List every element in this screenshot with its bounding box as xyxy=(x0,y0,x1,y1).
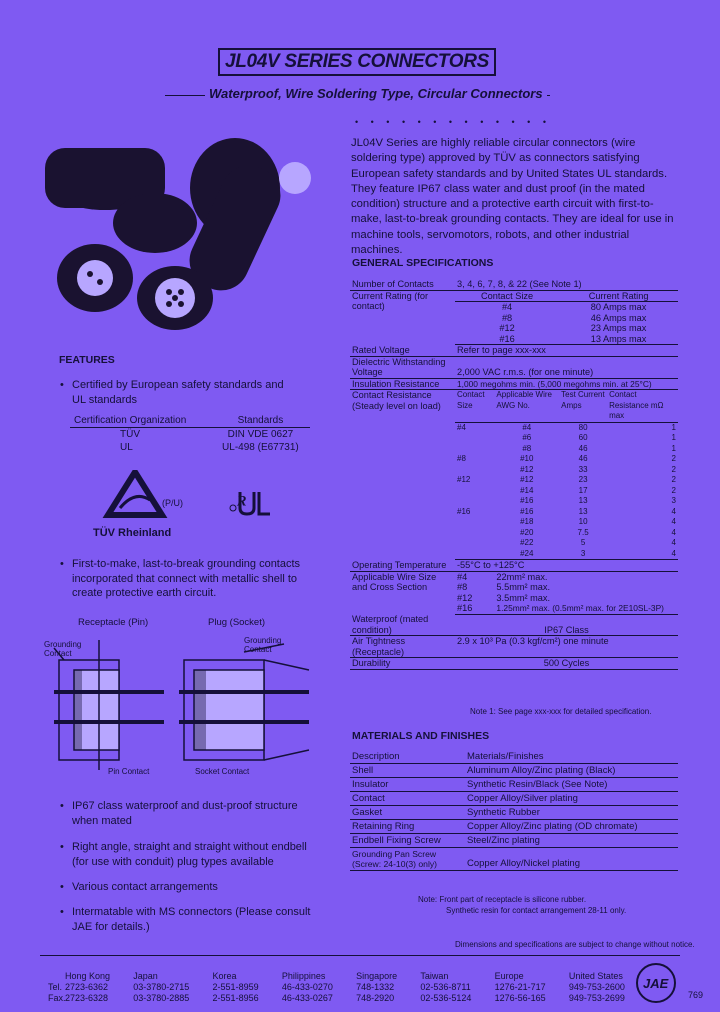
res-cell: 13 xyxy=(578,496,588,505)
footer-offices xyxy=(65,971,625,1004)
res-cell: 3 xyxy=(559,549,607,560)
feature-intermatable: • Intermatable with MS connectors (Please consult JAE for details.) xyxy=(72,905,312,934)
product-photo xyxy=(35,128,335,333)
mat-header: Description xyxy=(350,750,465,764)
res-cell: 4 xyxy=(671,506,676,516)
res-cell: 1 xyxy=(671,433,676,442)
res-cell: #22 xyxy=(520,538,534,547)
spec-label: Operating Temperature xyxy=(350,560,455,572)
footer-rule xyxy=(40,955,680,956)
wire-section: 22mm² max. xyxy=(496,571,548,582)
footer-tel-label: Tel. xyxy=(48,982,63,992)
res-header: Applicable Wire AWG No. xyxy=(494,390,559,423)
office-name: Europe xyxy=(494,971,524,981)
res-cell xyxy=(455,538,494,549)
office xyxy=(282,971,333,1004)
mat-finish: Synthetic Rubber xyxy=(465,806,678,820)
res-header: Test Current Amps xyxy=(559,390,607,423)
res-cell: 60 xyxy=(578,433,588,442)
office-name: Korea xyxy=(212,971,237,981)
office xyxy=(65,971,110,1004)
office-fax: 02-536-5124 xyxy=(420,993,472,1003)
ul-logo xyxy=(228,488,278,518)
page-subtitle: Waterproof, Wire Soldering Type, Circular Connectors xyxy=(205,86,547,101)
res-cell: 2 xyxy=(671,475,676,484)
diagram-pin-contact: Pin Contact xyxy=(108,767,150,776)
cert-org: UL xyxy=(120,442,133,453)
wire-size: #8 xyxy=(457,582,468,592)
current-header-rating: Current Rating xyxy=(559,290,678,302)
feature-grounding: • First-to-make, last-to-break grounding contacts incorporated that connect with metallic shell to create protective earth circuit. xyxy=(72,557,322,601)
current-rating: 46 Amps max xyxy=(590,312,647,323)
pu-label: (P/U) xyxy=(162,498,183,508)
office xyxy=(133,971,189,1004)
svg-text:ᴿ: ᴿ xyxy=(236,492,246,518)
current-rating: 23 Amps max xyxy=(590,323,647,333)
footer-fax-label: Fax. xyxy=(48,993,66,1003)
materials-table xyxy=(350,750,678,871)
cert-standard: DIN VDE 0627 xyxy=(227,429,294,440)
office-fax: 46-433-0267 xyxy=(281,993,333,1003)
office xyxy=(495,971,546,1004)
res-cell: #4 xyxy=(457,422,466,432)
res-cell: 4 xyxy=(671,517,676,526)
disclaimer: Dimensions and specifications are subject to change without notice. xyxy=(455,940,695,949)
res-cell: #12 xyxy=(457,475,471,484)
office-tel: 2723-6362 xyxy=(65,982,109,992)
res-cell xyxy=(455,528,494,539)
certification-table xyxy=(70,414,310,454)
mat-finish: Copper Alloy/Nickel plating xyxy=(465,848,678,871)
office-name: Taiwan xyxy=(420,971,449,981)
res-cell: 3 xyxy=(671,496,676,505)
res-cell xyxy=(455,496,494,507)
res-cell: #16 xyxy=(457,506,471,516)
res-cell: 2 xyxy=(671,454,676,463)
mat-finish: Steel/Zinc plating xyxy=(465,834,678,848)
spec-value: 500 Cycles xyxy=(455,658,678,670)
spec-value: 3, 4, 6, 7, 8, & 22 (See Note 1) xyxy=(455,279,678,290)
office-tel: 02-536-8711 xyxy=(420,982,471,992)
spec-value: 2.9 x 10³ Pa (0.3 kgf/cm²) one minute xyxy=(455,636,678,658)
res-cell: #18 xyxy=(520,517,534,526)
spec-label: Contact Resistance (Steady level on load) xyxy=(352,390,441,411)
res-cell: 5 xyxy=(580,538,586,547)
res-header: Contact Size xyxy=(455,390,494,423)
spec-label: Durability xyxy=(350,658,455,670)
res-cell xyxy=(455,549,494,560)
office-tel: 748-1332 xyxy=(356,982,395,992)
res-cell: #8 xyxy=(457,454,466,463)
res-cell: #16 xyxy=(520,506,534,516)
diagram-plug-title: Plug (Socket) xyxy=(208,617,266,628)
res-cell: 33 xyxy=(578,464,588,474)
mat-desc: Retaining Ring xyxy=(350,820,465,834)
wire-section: 1.25mm² max. (0.5mm² max. for 2E10SL-3P) xyxy=(494,603,678,614)
spec-label: Applicable Wire Size and Cross Section xyxy=(352,571,437,592)
office-tel: 1276-21-717 xyxy=(494,982,546,992)
spec-value: 2,000 VAC r.m.s. (for one minute) xyxy=(455,356,678,378)
wire-section: 5.5mm² max. xyxy=(496,582,551,592)
feature-arrangements: • Various contact arrangements xyxy=(72,880,312,895)
feature-plug-types: • Right angle, straight and straight without endbell (for use with conduit) plug types available xyxy=(72,840,312,869)
mat-desc: Gasket xyxy=(350,806,465,820)
diagram-grounding-left: Grounding Contact xyxy=(44,640,82,658)
materials-note-1: Note: Front part of receptacle is silicone rubber. xyxy=(418,895,587,904)
office xyxy=(213,971,259,1004)
res-cell xyxy=(455,444,494,455)
specs-heading: GENERAL SPECIFICATIONS xyxy=(352,257,494,269)
page-title: JL04V SERIES CONNECTORS xyxy=(218,48,496,76)
specs-note: Note 1: See page xxx-xxx for detailed specification. xyxy=(470,707,652,716)
mat-desc: Insulator xyxy=(350,778,465,792)
res-cell: #20 xyxy=(520,527,534,537)
spec-label: Air Tightness (Receptacle) xyxy=(350,636,455,658)
cert-header-standards: Standards xyxy=(237,415,284,426)
office-fax: 2-551-8956 xyxy=(212,993,259,1003)
wire-size: #4 xyxy=(457,571,468,582)
spec-label: Dielectric Withstanding Voltage xyxy=(350,356,455,378)
mat-finish: Copper Alloy/Zinc plating (OD chromate) xyxy=(465,820,678,834)
office-name: Singapore xyxy=(356,971,398,981)
res-cell: 80 xyxy=(578,422,588,432)
res-cell: 2 xyxy=(671,464,676,474)
spec-value: 1,000 megohms min. (5,000 megohms min. at 25°C) xyxy=(455,378,678,390)
spec-label: Insulation Resistance xyxy=(350,378,455,390)
spec-label: Current Rating (for contact) xyxy=(352,290,429,311)
diagram-socket-contact: Socket Contact xyxy=(195,767,250,776)
res-cell: 10 xyxy=(578,517,588,526)
res-cell: #10 xyxy=(520,454,534,463)
res-cell: #6 xyxy=(522,433,532,442)
tuv-label: TÜV Rheinland xyxy=(93,527,172,539)
res-cell: #24 xyxy=(494,549,559,560)
general-specs-table xyxy=(350,279,678,670)
office-name: United States xyxy=(568,971,623,981)
mat-finish: Synthetic Resin/Black (See Note) xyxy=(465,778,678,792)
office-fax: 1276-56-165 xyxy=(494,993,546,1003)
wire-size: #12 xyxy=(457,592,473,603)
res-header: Contact Resistance mΩ max xyxy=(607,390,678,423)
res-cell: 46 xyxy=(578,454,588,463)
spec-value: IP67 Class xyxy=(455,614,678,636)
office-tel: 03-3780-2715 xyxy=(133,982,190,992)
res-cell: #16 xyxy=(520,496,534,505)
diagram-receptacle-title: Receptacle (Pin) xyxy=(78,617,149,628)
feature-certified: • Certified by European safety standards and UL standards xyxy=(72,378,292,407)
cert-header-org: Certification Organization xyxy=(74,415,187,426)
mat-desc: Contact xyxy=(350,792,465,806)
res-cell: 17 xyxy=(578,485,588,495)
cert-standard: UL-498 (E67731) xyxy=(222,442,299,453)
res-cell: #12 xyxy=(520,475,534,484)
mat-desc: Shell xyxy=(350,764,465,778)
current-header-size: Contact Size xyxy=(455,290,559,302)
office-tel: 2-551-8959 xyxy=(212,982,259,992)
spec-value: Refer to page xxx-xxx xyxy=(455,345,678,357)
office-fax: 03-3780-2885 xyxy=(133,993,190,1003)
features-heading: FEATURES xyxy=(59,354,115,366)
res-cell xyxy=(455,465,494,476)
spec-value: -55°C to +125°C xyxy=(455,560,678,572)
materials-heading: MATERIALS AND FINISHES xyxy=(352,730,490,742)
feature-ip67: • IP67 class waterproof and dust-proof structure when mated xyxy=(72,799,312,828)
mat-finish: Aluminum Alloy/Zinc plating (Black) xyxy=(465,764,678,778)
current-size: #12 xyxy=(499,323,515,333)
office-name: Philippines xyxy=(281,971,326,981)
wire-size: #16 xyxy=(455,603,494,614)
intro-paragraph: JL04V Series are highly reliable circular connectors (wire soldering type) approved by TÜV as connectors satisfying European safety standards and by United States UL standards. They feature IP67 class water and dust proof (in the mated condition) structure and a protective earth circuit with first-to-make, last-to-break grounding contacts. They are ideal for use in machine tools, servomotors, robots, and other industrial machines. xyxy=(351,137,674,257)
jae-logo: JAE xyxy=(643,976,669,991)
office-fax: 2723-6328 xyxy=(65,993,109,1003)
spec-label: Waterproof (mated condition) xyxy=(350,614,455,636)
wire-section: 3.5mm² max. xyxy=(496,592,551,603)
current-rating: 13 Amps max xyxy=(559,334,678,345)
current-size: #16 xyxy=(455,334,559,345)
office xyxy=(420,971,471,1004)
diagram-grounding-right: Grounding Contact xyxy=(244,636,282,654)
current-rating: 80 Amps max xyxy=(590,302,647,312)
office-fax: 748-2920 xyxy=(356,993,395,1003)
grounding-diagram xyxy=(44,630,314,780)
res-cell: 4 xyxy=(607,549,678,560)
materials-note-2: Synthetic resin for contact arrangement 28-11 only. xyxy=(446,906,627,915)
mat-desc: Grounding Pan Screw (Screw: 24-10(3) only) xyxy=(350,848,465,871)
res-cell: 4 xyxy=(671,538,676,547)
office-name: Japan xyxy=(133,971,158,981)
tuv-logo xyxy=(100,470,170,520)
office-fax: 949-753-2699 xyxy=(568,993,625,1003)
res-cell: #8 xyxy=(522,443,532,453)
footer-labels xyxy=(48,982,66,1004)
res-cell: #12 xyxy=(520,464,534,474)
mat-desc: Endbell Fixing Screw xyxy=(350,834,465,848)
spec-label: Number of Contacts xyxy=(350,279,455,290)
spec-label: Rated Voltage xyxy=(350,345,455,357)
res-cell xyxy=(455,486,494,497)
res-cell: 1 xyxy=(671,422,676,432)
mat-finish: Copper Alloy/Silver plating xyxy=(465,792,678,806)
office-tel: 46-433-0270 xyxy=(281,982,333,992)
office xyxy=(356,971,397,1004)
office-tel: 949-753-2600 xyxy=(568,982,625,992)
res-cell: 1 xyxy=(671,443,676,453)
office xyxy=(569,971,625,1004)
current-size: #4 xyxy=(501,302,513,312)
res-cell: 7.5 xyxy=(577,527,589,537)
cert-org: TÜV xyxy=(120,429,140,440)
current-size: #8 xyxy=(501,312,513,323)
page-number: 769 xyxy=(688,990,704,1000)
res-cell: 2 xyxy=(671,485,676,495)
dot-divider: • • • • • • • • • • • • • xyxy=(355,117,551,127)
res-cell: 13 xyxy=(578,506,588,516)
res-cell xyxy=(455,433,494,444)
res-cell: 46 xyxy=(578,443,588,453)
res-cell: #14 xyxy=(520,485,534,495)
res-cell: 23 xyxy=(578,475,588,484)
res-cell: #4 xyxy=(522,422,532,432)
mat-header: Materials/Finishes xyxy=(465,750,678,764)
res-cell xyxy=(455,517,494,528)
res-cell: 4 xyxy=(671,527,676,537)
office-name: Hong Kong xyxy=(65,971,111,981)
